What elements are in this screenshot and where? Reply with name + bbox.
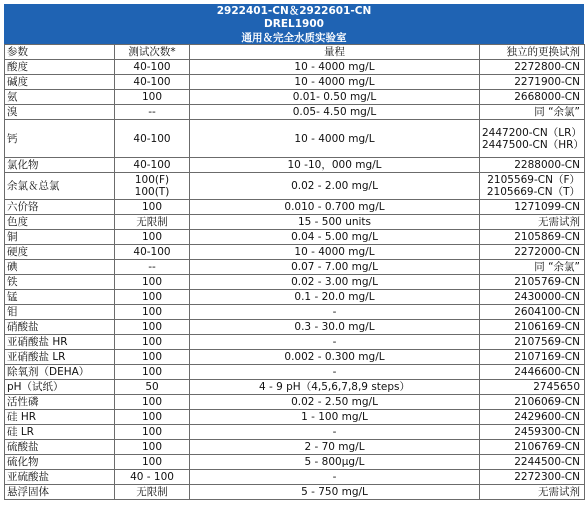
table-row (5, 290, 585, 305)
cell-range: 1 - 100 mg/L (190, 410, 480, 425)
cell-reagent-line: 无需试剂 (538, 216, 580, 228)
table-row (5, 380, 585, 395)
cell-tests-line: 100 (141, 91, 163, 103)
cell-range: 10 - 4000 mg/L (190, 245, 480, 260)
cell-tests (115, 200, 190, 215)
cell-reagent (480, 173, 585, 200)
cell-reagent (480, 350, 585, 365)
col-header-param: 参数 (5, 45, 115, 60)
cell-reagent (480, 365, 585, 380)
table-row (5, 120, 585, 158)
cell-tests (115, 173, 190, 200)
cell-reagent-line: 1271099-CN (514, 201, 580, 213)
cell-range: 0.002 - 0.300 mg/L (190, 350, 480, 365)
table-row (5, 105, 585, 120)
cell-reagent-line: 2459300-CN (514, 426, 580, 438)
table-row (5, 200, 585, 215)
cell-param: 碱度 (5, 75, 115, 90)
table-row (5, 410, 585, 425)
cell-reagent (480, 60, 585, 75)
table-row (5, 485, 585, 500)
cell-tests-line: 100 (141, 351, 163, 363)
column-header-row (5, 45, 585, 60)
cell-tests-line: 40-100 (133, 61, 171, 73)
cell-param: 色度 (5, 215, 115, 230)
cell-reagent-line: 2429600-CN (514, 411, 580, 423)
cell-tests (115, 245, 190, 260)
cell-reagent-line: 2105769-CN (514, 276, 580, 288)
cell-tests-line: 100 (141, 441, 163, 453)
cell-tests-line: 100 (141, 276, 163, 288)
cell-tests (115, 90, 190, 105)
cell-range: 0.05- 4.50 mg/L (190, 105, 480, 120)
cell-param: 碘 (5, 260, 115, 275)
cell-reagent (480, 260, 585, 275)
cell-tests (115, 260, 190, 275)
cell-reagent-line: 2604100-CN (514, 306, 580, 318)
cell-tests (115, 365, 190, 380)
cell-reagent-line: 无需试剂 (538, 486, 580, 498)
cell-reagent-line: 2447500-CN（HR） (482, 138, 584, 151)
cell-range: 0.04 - 5.00 mg/L (190, 230, 480, 245)
cell-range: 15 - 500 units (190, 215, 480, 230)
cell-tests (115, 335, 190, 350)
cell-reagent-line: 2272000-CN (514, 246, 580, 258)
cell-reagent-line: 2447200-CN（LR） (482, 126, 582, 139)
cell-tests (115, 305, 190, 320)
cell-range: 0.010 - 0.700 mg/L (190, 200, 480, 215)
table-row (5, 455, 585, 470)
cell-tests-line: 100 (141, 336, 163, 348)
cell-param: 六价铬 (5, 200, 115, 215)
cell-tests (115, 158, 190, 173)
cell-range: 5 - 800µg/L (190, 455, 480, 470)
cell-tests-line: 40 - 100 (130, 471, 174, 483)
cell-param: 铜 (5, 230, 115, 245)
model-name: DREL1900 (264, 18, 324, 31)
cell-reagent-line: 2106169-CN (514, 321, 580, 333)
cell-tests-line: 100(F) (134, 174, 170, 186)
cell-reagent (480, 470, 585, 485)
table-row (5, 350, 585, 365)
table-row (5, 395, 585, 410)
cell-reagent (480, 410, 585, 425)
table-row (5, 245, 585, 260)
cell-reagent-line: 2668000-CN (514, 91, 580, 103)
cell-tests (115, 320, 190, 335)
cell-reagent-line: 2244500-CN (514, 456, 580, 468)
cell-range: - (190, 365, 480, 380)
cell-reagent-line: 2105569-CN（F） (487, 174, 580, 186)
cell-tests (115, 440, 190, 455)
table-row (5, 440, 585, 455)
cell-param: 余氯＆总氯 (5, 173, 115, 200)
cell-reagent (480, 158, 585, 173)
cell-reagent (480, 230, 585, 245)
kit-title: 通用＆完全水质实验室 (241, 31, 347, 44)
cell-reagent-line: 2446600-CN (514, 366, 580, 378)
cell-range: 10 - 4000 mg/L (190, 120, 480, 158)
cell-reagent-line: 2107569-CN (514, 336, 580, 348)
table-row (5, 365, 585, 380)
table-row (5, 320, 585, 335)
cell-reagent (480, 380, 585, 395)
cell-reagent-line: 2106769-CN (514, 441, 580, 453)
cell-reagent-line: 2106069-CN (514, 396, 580, 408)
cell-param: 亚硝酸盐 HR (5, 335, 115, 350)
cell-reagent-line: 2272800-CN (514, 61, 580, 73)
cell-tests-line: 40-100 (133, 246, 171, 258)
cell-param: 钼 (5, 305, 115, 320)
cell-param: 硝酸盐 (5, 320, 115, 335)
cell-reagent-line: 2272300-CN (514, 471, 580, 483)
table-row (5, 335, 585, 350)
cell-param: 氯化物 (5, 158, 115, 173)
table-row (5, 260, 585, 275)
cell-reagent-line: 2430000-CN (514, 291, 580, 303)
cell-reagent (480, 320, 585, 335)
cell-tests (115, 215, 190, 230)
col-header-tests: 测试次数* (115, 45, 190, 60)
kit-numbers: 2922401-CN＆2922601-CN (216, 5, 372, 17)
table-row (5, 425, 585, 440)
cell-tests-line: 100 (141, 456, 163, 468)
cell-tests-line: 40-100 (133, 76, 171, 88)
cell-tests-line: 100 (141, 366, 163, 378)
cell-range: 2 - 70 mg/L (190, 440, 480, 455)
table-row (5, 60, 585, 75)
col-header-reagent: 独立的更换试剂 (480, 45, 585, 60)
table-header-banner (4, 4, 584, 44)
cell-tests (115, 290, 190, 305)
cell-reagent-line: 同 “余氯” (534, 106, 580, 118)
cell-tests-line: 50 (145, 381, 159, 393)
cell-range: 0.02 - 2.00 mg/L (190, 173, 480, 200)
cell-reagent (480, 440, 585, 455)
cell-reagent (480, 290, 585, 305)
table-body (5, 60, 585, 500)
cell-reagent (480, 275, 585, 290)
cell-reagent (480, 335, 585, 350)
cell-reagent-line: 2107169-CN (514, 351, 580, 363)
cell-param: 氨 (5, 90, 115, 105)
cell-reagent (480, 105, 585, 120)
cell-param: 酸度 (5, 60, 115, 75)
cell-tests-line: -- (148, 106, 156, 118)
cell-tests-line: 100 (141, 231, 163, 243)
cell-tests-line: 100 (141, 426, 163, 438)
cell-tests (115, 485, 190, 500)
cell-reagent-line: 2105869-CN (514, 231, 580, 243)
cell-reagent-line: 同 “余氯” (534, 261, 580, 273)
cell-param: 硫酸盐 (5, 440, 115, 455)
table-row (5, 90, 585, 105)
table-row (5, 305, 585, 320)
cell-reagent (480, 90, 585, 105)
cell-range: - (190, 305, 480, 320)
cell-param: 锰 (5, 290, 115, 305)
cell-tests (115, 350, 190, 365)
cell-range: 10 -10，000 mg/L (190, 158, 480, 173)
table-row (5, 173, 585, 200)
cell-tests-line: 100 (141, 291, 163, 303)
cell-reagent-line: 2745650 (533, 381, 580, 393)
cell-reagent (480, 75, 585, 90)
cell-tests (115, 120, 190, 158)
cell-tests-line: 100 (141, 201, 163, 213)
cell-param: 亚硝酸盐 LR (5, 350, 115, 365)
product-spec-table (4, 4, 584, 500)
cell-tests (115, 395, 190, 410)
cell-tests (115, 230, 190, 245)
cell-tests-line: 100(T) (134, 186, 170, 198)
cell-range: 0.02 - 2.50 mg/L (190, 395, 480, 410)
cell-range: 0.07 - 7.00 mg/L (190, 260, 480, 275)
cell-tests (115, 275, 190, 290)
cell-param: 硬度 (5, 245, 115, 260)
cell-reagent (480, 395, 585, 410)
cell-range: 0.01- 0.50 mg/L (190, 90, 480, 105)
cell-param: 钙 (5, 120, 115, 158)
cell-tests-line: 40-100 (133, 159, 171, 171)
cell-tests (115, 470, 190, 485)
cell-tests (115, 455, 190, 470)
cell-tests-line: 100 (141, 306, 163, 318)
cell-reagent (480, 485, 585, 500)
cell-range: 0.3 - 30.0 mg/L (190, 320, 480, 335)
cell-param: 活性磷 (5, 395, 115, 410)
cell-range: 10 - 4000 mg/L (190, 60, 480, 75)
cell-tests (115, 75, 190, 90)
cell-range: 0.1 - 20.0 mg/L (190, 290, 480, 305)
table-row (5, 230, 585, 245)
cell-tests-line: 无限制 (136, 216, 168, 228)
cell-param: 溴 (5, 105, 115, 120)
cell-range: 4 - 9 pH（4,5,6,7,8,9 steps） (190, 380, 480, 395)
cell-reagent (480, 215, 585, 230)
cell-range: 0.02 - 3.00 mg/L (190, 275, 480, 290)
cell-reagent-line: 2271900-CN (514, 76, 580, 88)
cell-tests-line: 100 (141, 396, 163, 408)
cell-param: 铁 (5, 275, 115, 290)
table-row (5, 158, 585, 173)
cell-range: - (190, 335, 480, 350)
cell-tests (115, 105, 190, 120)
cell-range: 10 - 4000 mg/L (190, 75, 480, 90)
parameter-table (4, 44, 585, 500)
cell-param: 悬浮固体 (5, 485, 115, 500)
cell-reagent (480, 425, 585, 440)
cell-reagent-line: 2105669-CN（T） (486, 186, 580, 198)
cell-reagent (480, 455, 585, 470)
cell-tests-line: -- (148, 261, 156, 273)
cell-reagent (480, 305, 585, 320)
cell-tests (115, 425, 190, 440)
cell-param: 硫化物 (5, 455, 115, 470)
cell-tests (115, 380, 190, 395)
cell-range: 5 - 750 mg/L (190, 485, 480, 500)
cell-range: - (190, 470, 480, 485)
cell-reagent-line: 2288000-CN (514, 159, 580, 171)
cell-reagent (480, 120, 585, 158)
table-row (5, 470, 585, 485)
table-row (5, 275, 585, 290)
cell-tests-line: 无限制 (136, 486, 168, 498)
cell-param: 硅 HR (5, 410, 115, 425)
cell-param: pH（试纸） (5, 380, 115, 395)
col-header-range: 量程 (190, 45, 480, 60)
cell-param: 除氧剂（DEHA） (5, 365, 115, 380)
cell-param: 硅 LR (5, 425, 115, 440)
cell-param: 亚硫酸盐 (5, 470, 115, 485)
cell-tests (115, 410, 190, 425)
cell-tests-line: 100 (141, 411, 163, 423)
table-row (5, 215, 585, 230)
cell-tests-line: 40-100 (133, 132, 171, 145)
cell-reagent (480, 245, 585, 260)
cell-range: - (190, 425, 480, 440)
cell-tests (115, 60, 190, 75)
table-row (5, 75, 585, 90)
cell-tests-line: 100 (141, 321, 163, 333)
cell-reagent (480, 200, 585, 215)
